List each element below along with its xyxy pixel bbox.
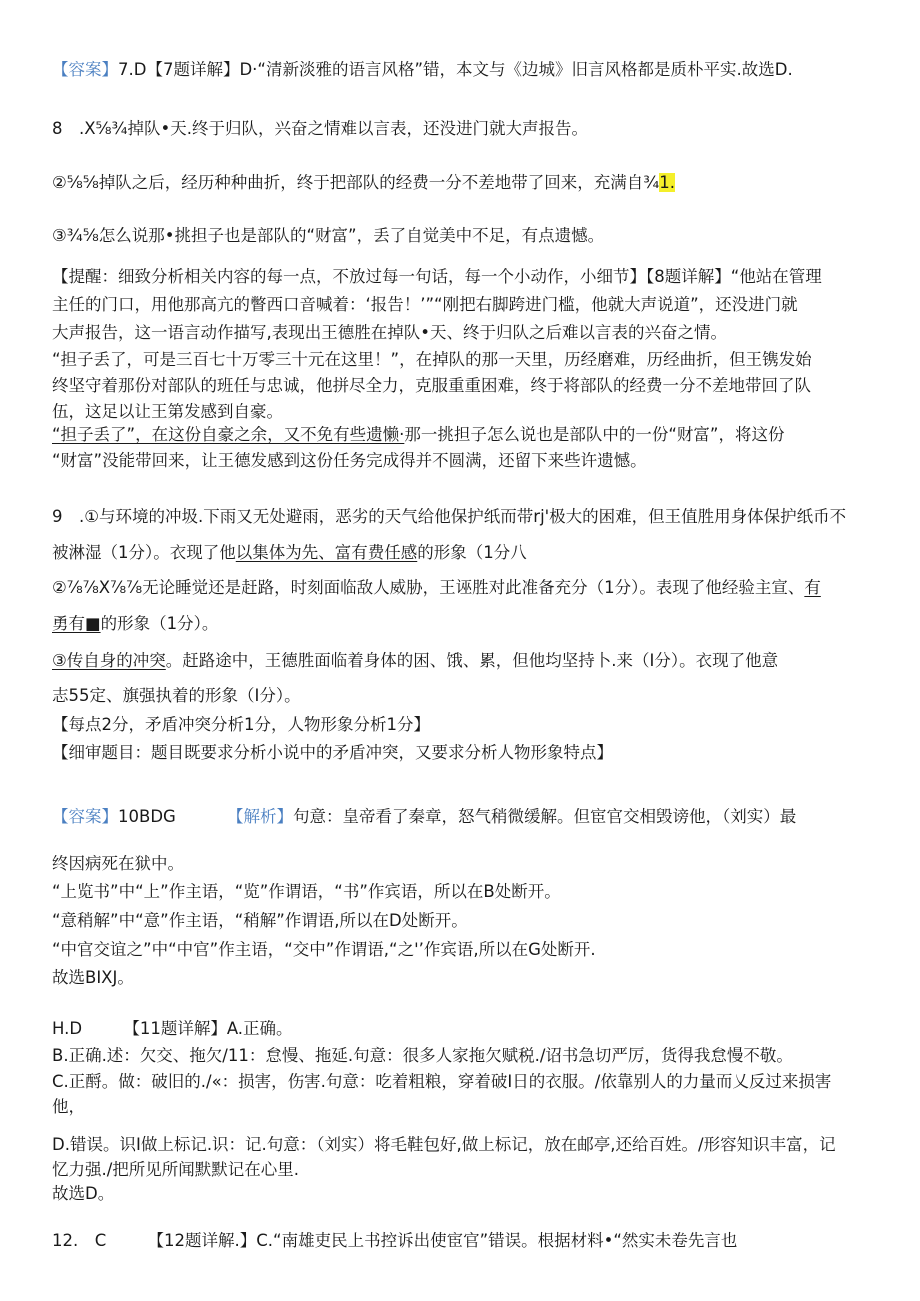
q7-text: 7.D【7题详解】D·“清新淡雅的语言风格”错，本文与《边城》旧言风格都是质朴平实.故选D. xyxy=(118,60,793,79)
q10-line-1 xyxy=(52,806,796,828)
q8-para-7-rest: 那一挑担子怎么说也是部队中的一份“财富”，将这份 xyxy=(404,425,785,444)
underlined-text: 以集体为先、富有费任感 xyxy=(235,543,418,562)
q8-para-5: 终坚守着那份对部队的班任与忠诚，他拼尽全力，克服重重困难，终于将部队的经费一分不差地带回了队 xyxy=(52,376,811,395)
q9-line-5 xyxy=(52,650,778,672)
q9-line-3 xyxy=(52,577,821,599)
q9-line-2-b: 的形象（1分八 xyxy=(417,543,527,562)
q9-line-5-b: 。赶路途中，王德胜面临着身体的困、饿、累，但他均坚持卜.来（I分）。衣现了他意 xyxy=(165,651,779,670)
q11-line-6: 忆力强./把所见所闻默默记在心里. xyxy=(52,1160,300,1179)
q11-line-7: 故选D。 xyxy=(52,1184,115,1203)
q10-line-5: “中官交谊之”中“中官”作主语，“交中”作谓语,“之'’作宾语,所以在G处断开. xyxy=(52,940,596,959)
q8-line-1: 8 .X⅝¾掉队•天.终于归队，兴奋之情难以言表，还没进门就大声报告。 xyxy=(52,119,589,138)
q8-para-1: 【提醒：细致分析相关内容的每一点，不放过每一句话，每一个小动作，小细节】【8题详解】“他站在管理 xyxy=(52,267,822,286)
q10-line-2: 终因病死在狱中。 xyxy=(52,854,184,873)
q8-para-3: 大声报告，这一语言动作描写,表现出王德胜在掉队•天、终于归队之后难以言表的兴奋之情。 xyxy=(52,323,727,342)
underlined-text: “担子丢了”，在这份自豪之余，又不免有些遗懒· xyxy=(52,425,405,444)
q10-line-4: “意稍解”中“意”作主语，“稍解”作谓语,所以在D处断开。 xyxy=(52,911,468,930)
q11-line-5: D.错误。识I做上标记.识：记.句意：（刘实）将毛鞋包好,做上标记，放在邮亭,还给百姓。/形容知识丰富，记 xyxy=(52,1135,836,1154)
q9-line-7: 【每点2分，矛盾冲突分析1分，人物形象分析1分】 xyxy=(52,715,430,734)
q9-line-4-b: 的形象（1分）。 xyxy=(100,614,219,633)
q8-para-2: 主任的门口，用他那高亢的瞥西口音喊着：‘报告！’”“刚把右脚跨进门槛，他就大声说道”，还没进门就 xyxy=(52,295,798,314)
q8-para-4: “担子丢了，可是三百七十万零三十元在这里！”，在掉队的那一天里，历经磨难，历经曲折，但王镌发始 xyxy=(52,350,812,369)
answer-tag: 【容案】 xyxy=(52,60,118,79)
q9-line-2 xyxy=(52,542,527,564)
q11-line-3: C.正酹。做：破旧的./«：损害，伤害.句意：吃着粗粮，穿着破I日的衣服。/依靠别人的力量而乂反过来损害 xyxy=(52,1072,832,1091)
q10-line-1-text: 句意：皇帝看了秦章，怒气稍微缓解。但宦官交相毁谤他，（刘实）最 xyxy=(293,807,797,826)
q8-line-3: ③¾⅝怎么说那•挑担子也是部队的“财富”，丢了自觉美中不足，有点遗憾。 xyxy=(52,226,605,245)
q10-answer: 10BDG xyxy=(118,807,176,826)
q9-line-2-a: 被淋湿（1分）。衣现了他 xyxy=(52,543,236,562)
q9-line-8: 【细审题目：题目既要求分析小说中的矛盾冲突，又要求分析人物形象特点】 xyxy=(52,743,613,762)
q10-line-3: “上览书”中“上”作主语，“览”作谓语，“书”作宾语，所以在B处断开。 xyxy=(52,882,561,901)
q9-line-1: 9 .①与环境的冲圾.下雨又无处避雨，恶劣的天气给他保护纸而带rj'极大的困难，但王值胜用身体保护纸币不 xyxy=(52,507,847,526)
underlined-text: 勇有■ xyxy=(52,614,101,633)
q11-line-1: H.D 【11题详解】A.正确。 xyxy=(52,1019,293,1038)
q8-para-8: “财富”没能带回来，让王德发感到这份任务完成得并不圆满，还留下来些许遗憾。 xyxy=(52,451,647,470)
q8-para-6: 伍，这足以让王第发感到自豪。 xyxy=(52,402,283,421)
analysis-tag: 【解析】 xyxy=(227,807,293,826)
q8-line-2 xyxy=(52,172,675,194)
highlighted-text: 1. xyxy=(659,173,676,192)
underlined-text: 有 xyxy=(804,578,821,597)
q11-line-4: 他， xyxy=(52,1097,85,1116)
q9-line-4 xyxy=(52,613,218,635)
q7-line xyxy=(52,59,793,81)
q9-line-6: 志55定、旗强执着的形象（I分）。 xyxy=(52,686,301,705)
underlined-text: ③传自身的冲突 xyxy=(52,651,166,670)
answer-tag: 【容案】 xyxy=(52,807,118,826)
q11-line-2: B.正确.述：欠交、拖欠/11：怠慢、拖延.句意：很多人家拖欠赋税./诏书急切严厉，货得我怠慢不敬。 xyxy=(52,1046,793,1065)
q9-line-3-a: ②⅞⅞X⅞⅞无论睡觉还是赶路，时刻面临敌人威胁，王诬胜对此准备充分（1分）。表现了他经验主宣、 xyxy=(52,578,805,597)
q8-line-2-text: ②⅝⅝掉队之后，经历种种曲折，终于把部队的经费一分不差地带了回来，充满自¾ xyxy=(52,173,660,192)
q12-line-1: 12. C 【12题详解.】C.“南雄吏民上书控诉出使宦官”错误。根据材料•“然实未卷先言也 xyxy=(52,1231,738,1250)
q10-line-6: 故选BIXJ。 xyxy=(52,968,134,987)
q8-para-7 xyxy=(52,424,784,446)
